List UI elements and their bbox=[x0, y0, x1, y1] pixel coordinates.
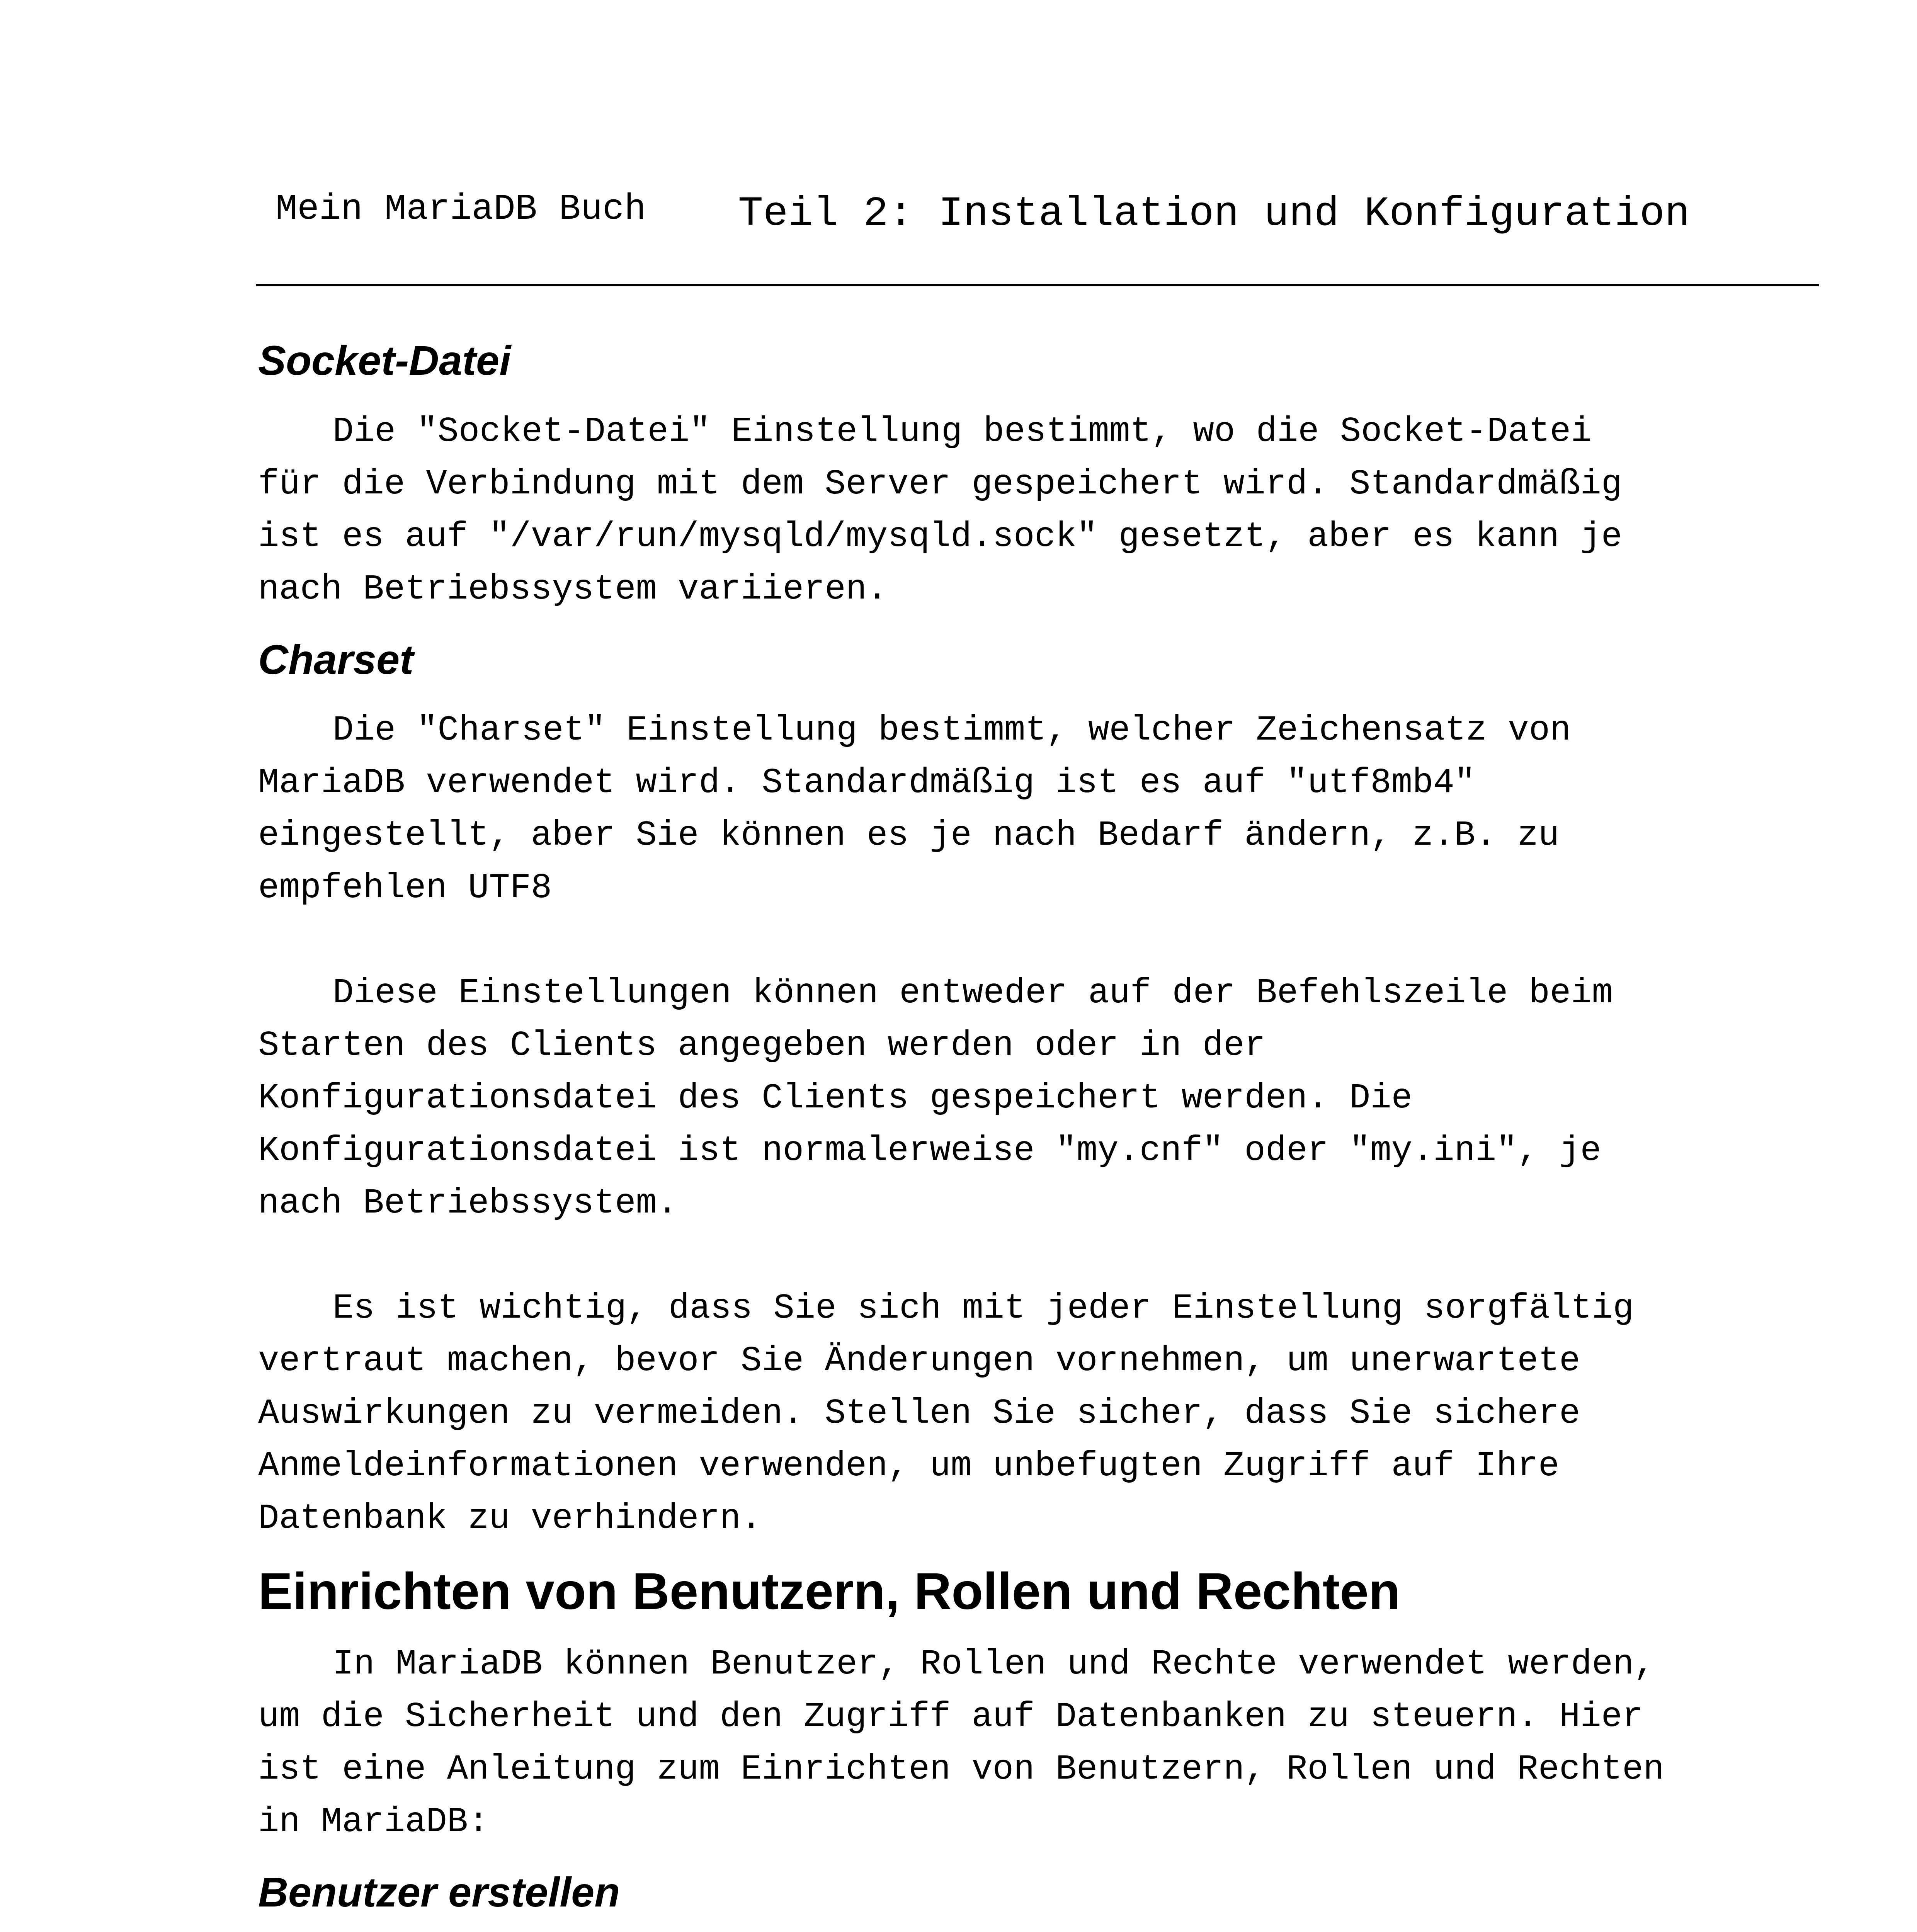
heading-socket-datei: Socket-Datei bbox=[258, 337, 511, 384]
running-header-part-title: Teil 2: Installation und Konfiguration bbox=[738, 190, 1690, 238]
header-divider bbox=[256, 284, 1819, 286]
heading-charset: Charset bbox=[258, 636, 414, 683]
paragraph-users-intro: In MariaDB können Benutzer, Rollen und Rechte verwendet werden, um die Sicherheit und den Zugriff auf Datenbanken zu steuern. Hier ist eine Anleitung zum Einrichten von Benutzern, Rollen und Rechten in MariaDB: bbox=[258, 1645, 1664, 1842]
paragraph-socket-datei: Die "Socket-Datei" Einstellung bestimmt, wo die Socket-Datei für die Verbindung mit dem Server gespeichert wird. Standardmäßig ist es auf "/var/run/mysqld/mysqld.sock" gesetzt, aber es kann je nach Betriebssystem variieren. bbox=[258, 412, 1623, 609]
paragraph-config-note: Diese Einstellungen können entweder auf der Befehlszeile beim Starten des Clients angegeben werden oder in der Konfigurationsdatei des Clients gespeichert werden. Die Konfigurationsdatei ist normalerweise "my.cnf" oder "my.ini", je nach Betriebssystem. bbox=[258, 974, 1613, 1224]
section-title-users-roles-rights: Einrichten von Benutzern, Rollen und Rechten bbox=[258, 1563, 1400, 1621]
running-header-book-title: Mein MariaDB Buch bbox=[276, 189, 646, 230]
page-content bbox=[258, 332, 1726, 1932]
heading-benutzer-erstellen: Benutzer erstellen bbox=[258, 1868, 620, 1915]
paragraph-charset: Die "Charset" Einstellung bestimmt, welcher Zeichensatz von MariaDB verwendet wird. Standardmäßig ist es auf "utf8mb4" eingestellt, aber Sie können es je nach Bedarf ändern, z.B. zu empfehlen UTF8 bbox=[258, 711, 1571, 908]
blank-line bbox=[258, 915, 1726, 967]
blank-line bbox=[258, 1230, 1726, 1282]
paragraph-importance-note: Es ist wichtig, dass Sie sich mit jeder Einstellung sorgfältig vertraut machen, bevor Sie Änderungen vornehmen, um unerwartete Auswirkungen zu vermeiden. Stellen Sie sicher, dass Sie sichere Anmeldeinformationen verwenden, um unbefugten Zugriff auf Ihre Datenbank zu verhindern. bbox=[258, 1289, 1634, 1539]
